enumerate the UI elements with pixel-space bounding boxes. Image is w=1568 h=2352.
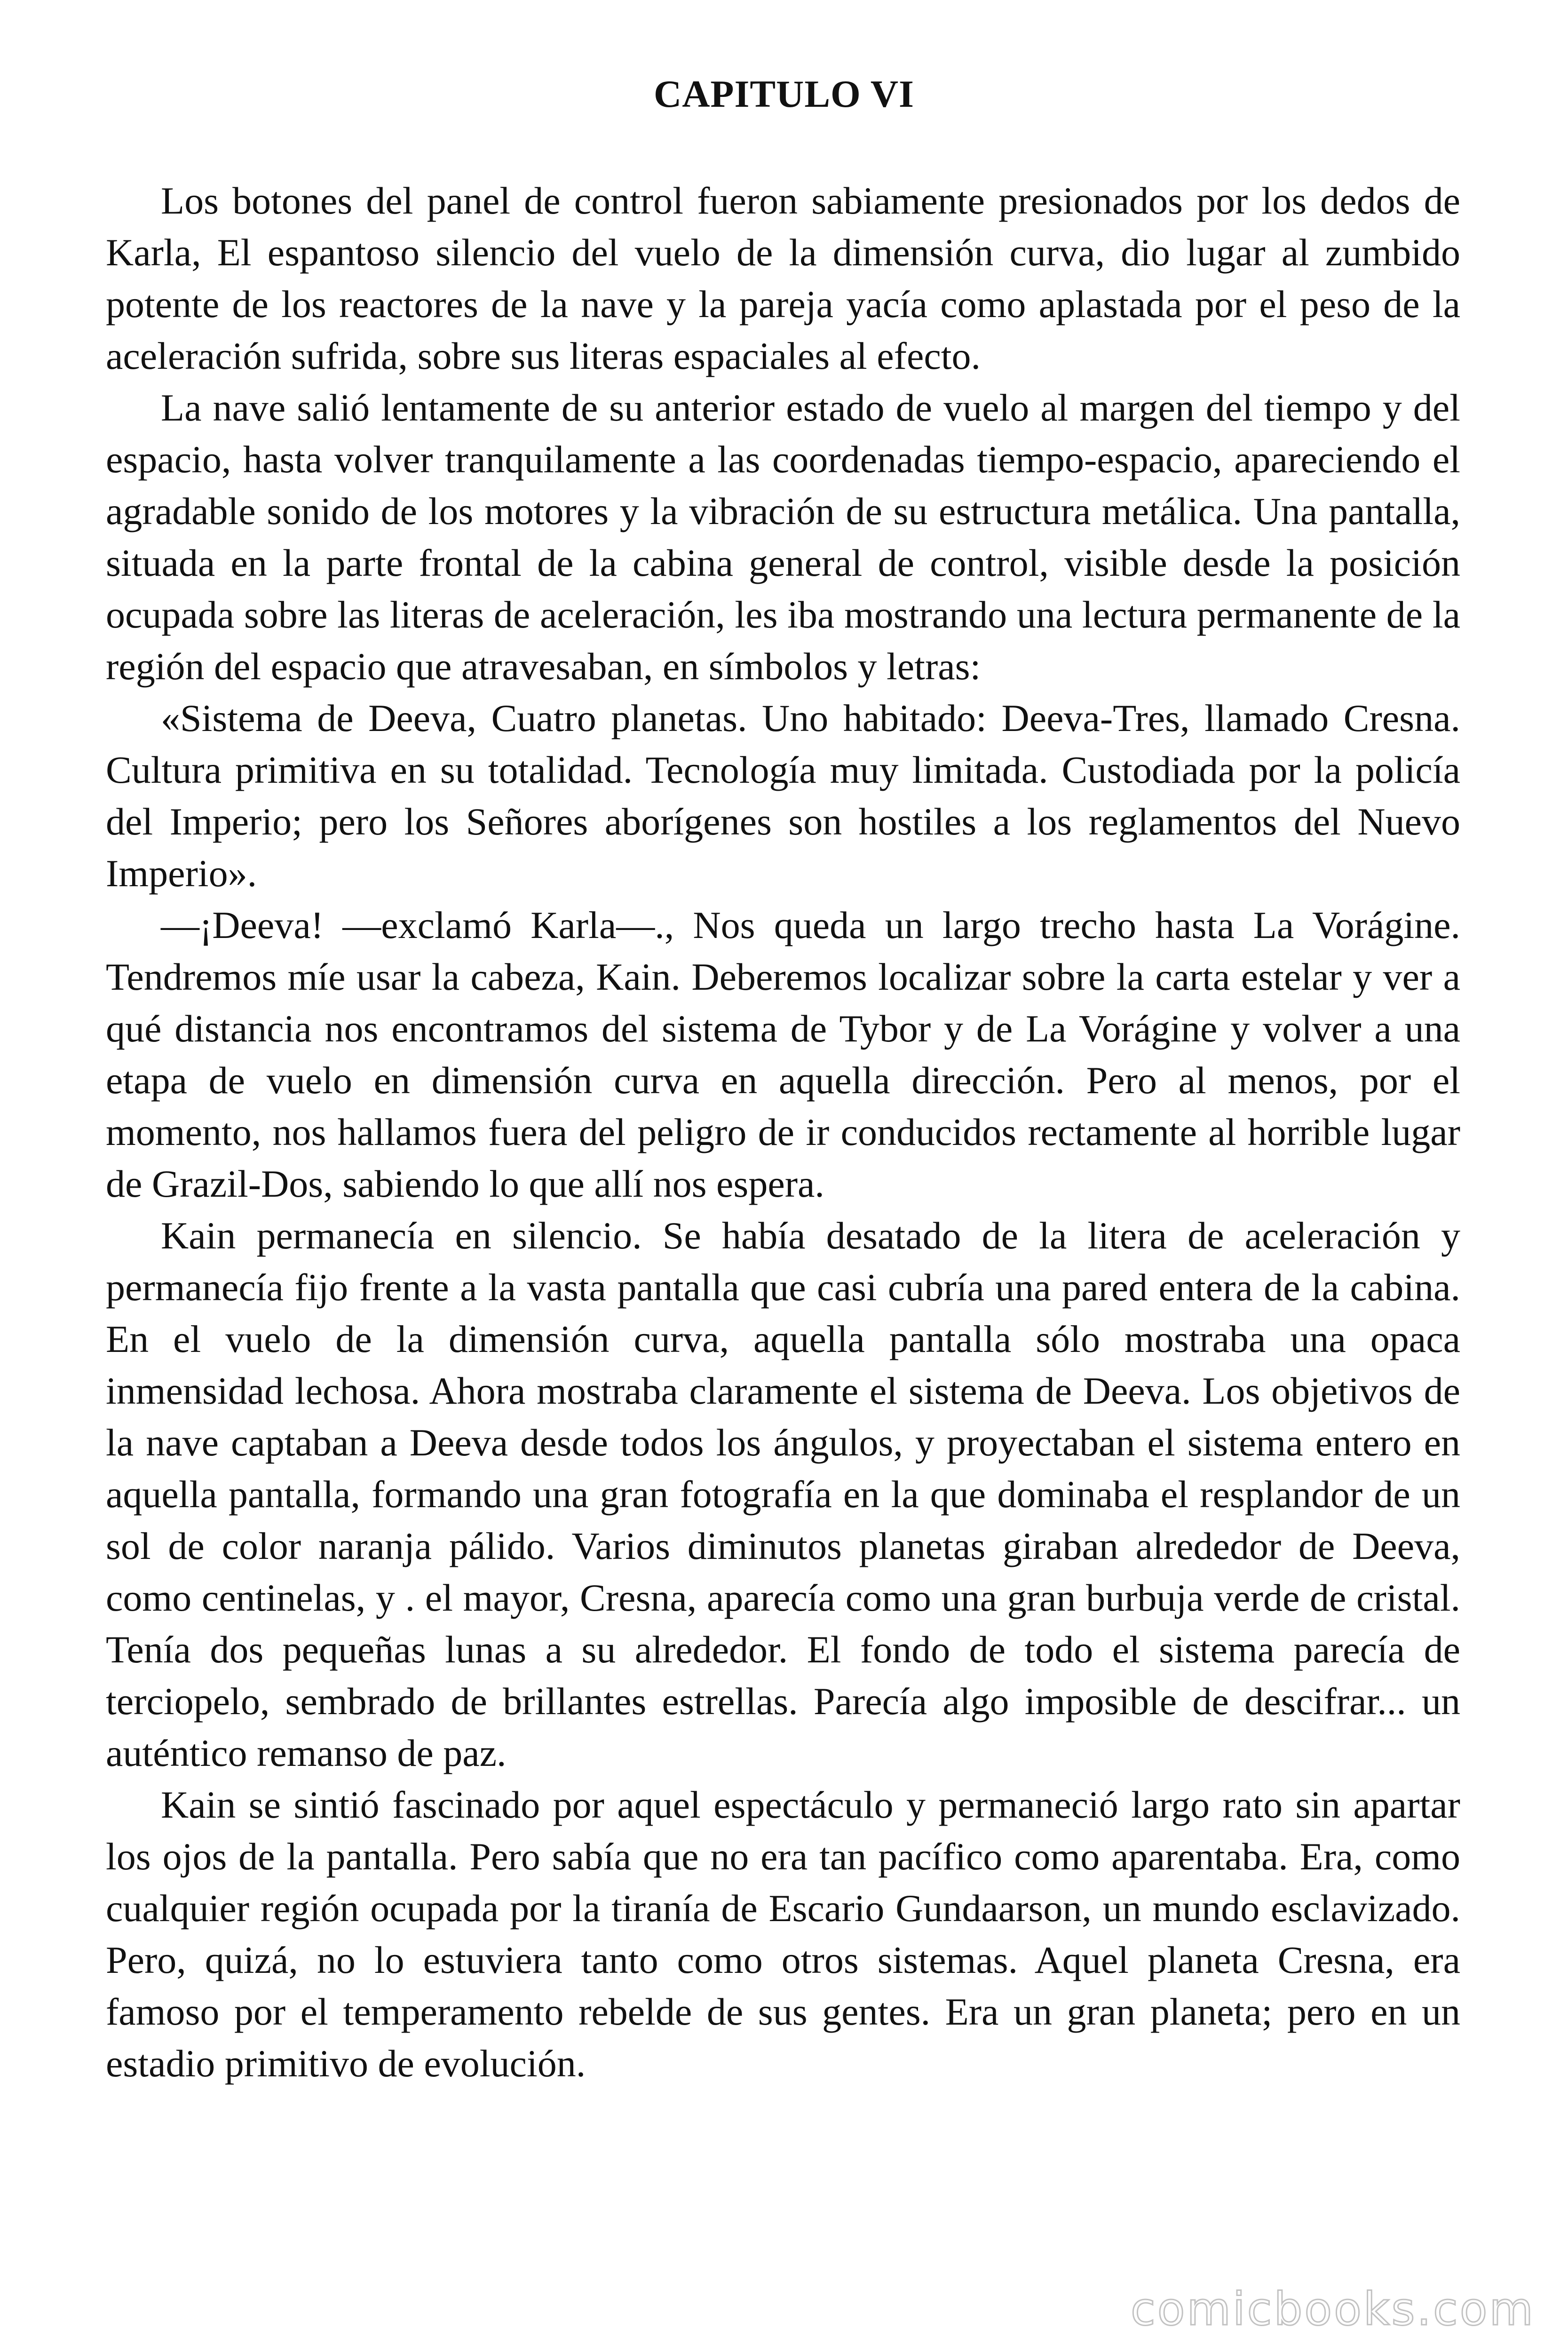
paragraph-6: Kain se sintió fascinado por aquel espectáculo y permaneció largo rato sin apartar los ojos de la pantalla. Pero sabía que no era tan pacífico como aparentaba. Era, como cualquier región ocupada por la tiranía de Escario Gundaarson, un mundo esclavizado. Pero, quizá, no lo estuviera tanto como otros sistemas. Aquel planeta Cresna, era famoso por el temperamento rebelde de sus gentes. Era un gran planeta; pero en un estadio primitivo de evolución. — [106, 1783, 1460, 2085]
chapter-body — [106, 175, 1460, 2090]
paragraph-4: —¡Deeva! —exclamó Karla—., Nos queda un largo trecho hasta La Vorágine. Tendremos míe usar la cabeza, Kain. Deberemos localizar sobre la carta estelar y ver a qué distancia nos encontramos del sistema de Tybor y de La Vorágine y volver a una etapa de vuelo en dimensión curva en aquella dirección. Pero al menos, por el momento, nos hallamos fuera del peligro de ir conducidos rectamente al horrible lugar de Grazil-Dos, sabiendo lo que allí nos espera. — [106, 904, 1460, 1205]
chapter-title: CAPITULO VI — [654, 72, 914, 115]
watermark-logo: comicbooks.com — [1130, 2283, 1535, 2336]
paragraph-2: La nave salió lentamente de su anterior estado de vuelo al margen del tiempo y del espacio, hasta volver tranquilamente a las coordenadas tiempo-espacio, apareciendo el agradable sonido de los motores y la vibración de su estructura metálica. Una pantalla, situada en la parte frontal de la cabina general de control, visible desde la posición ocupada sobre las literas de aceleración, les iba mostrando una lectura permanente de la región del espacio que atravesaban, en símbolos y letras: — [106, 386, 1460, 688]
paragraph-1: Los botones del panel de control fueron sabiamente presionados por los dedos de Karla, El espantoso silencio del vuelo de la dimensión curva, dio lugar al zumbido potente de los reactores de la nave y la pareja yacía como aplastada por el peso de la aceleración sufrida, sobre sus literas espaciales al efecto. — [106, 179, 1460, 377]
paragraph-5: Kain permanecía en silencio. Se había desatado de la litera de aceleración y permanecía fijo frente a la vasta pantalla que casi cubría una pared entera de la cabina. En el vuelo de la dimensión curva, aquella pantalla sólo mostraba una opaca inmensidad lechosa. Ahora mostraba claramente el sistema de Deeva. Los objetivos de la nave captaban a Deeva desde todos los ángulos, y proyectaban el sistema entero en aquella pantalla, formando una gran fotografía en la que dominaba el resplandor de un sol de color naranja pálido. Varios diminutos planetas giraban alrededor de Deeva, como centinelas, y . el mayor, Cresna, aparecía como una gran burbuja verde de cristal. Tenía dos pequeñas lunas a su alrededor. El fondo de todo el sistema parecía de terciopelo, sembrado de brillantes estrellas. Parecía algo imposible de descifrar... un auténtico remanso de paz. — [106, 1214, 1460, 1774]
paragraph-3: «Sistema de Deeva, Cuatro planetas. Uno habitado: Deeva-Tres, llamado Cresna. Cultura primitiva en su totalidad. Tecnología muy limitada. Custodiada por la policía del Imperio; pero los Señores aborígenes son hostiles a los reglamentos del Nuevo Imperio». — [106, 697, 1460, 895]
